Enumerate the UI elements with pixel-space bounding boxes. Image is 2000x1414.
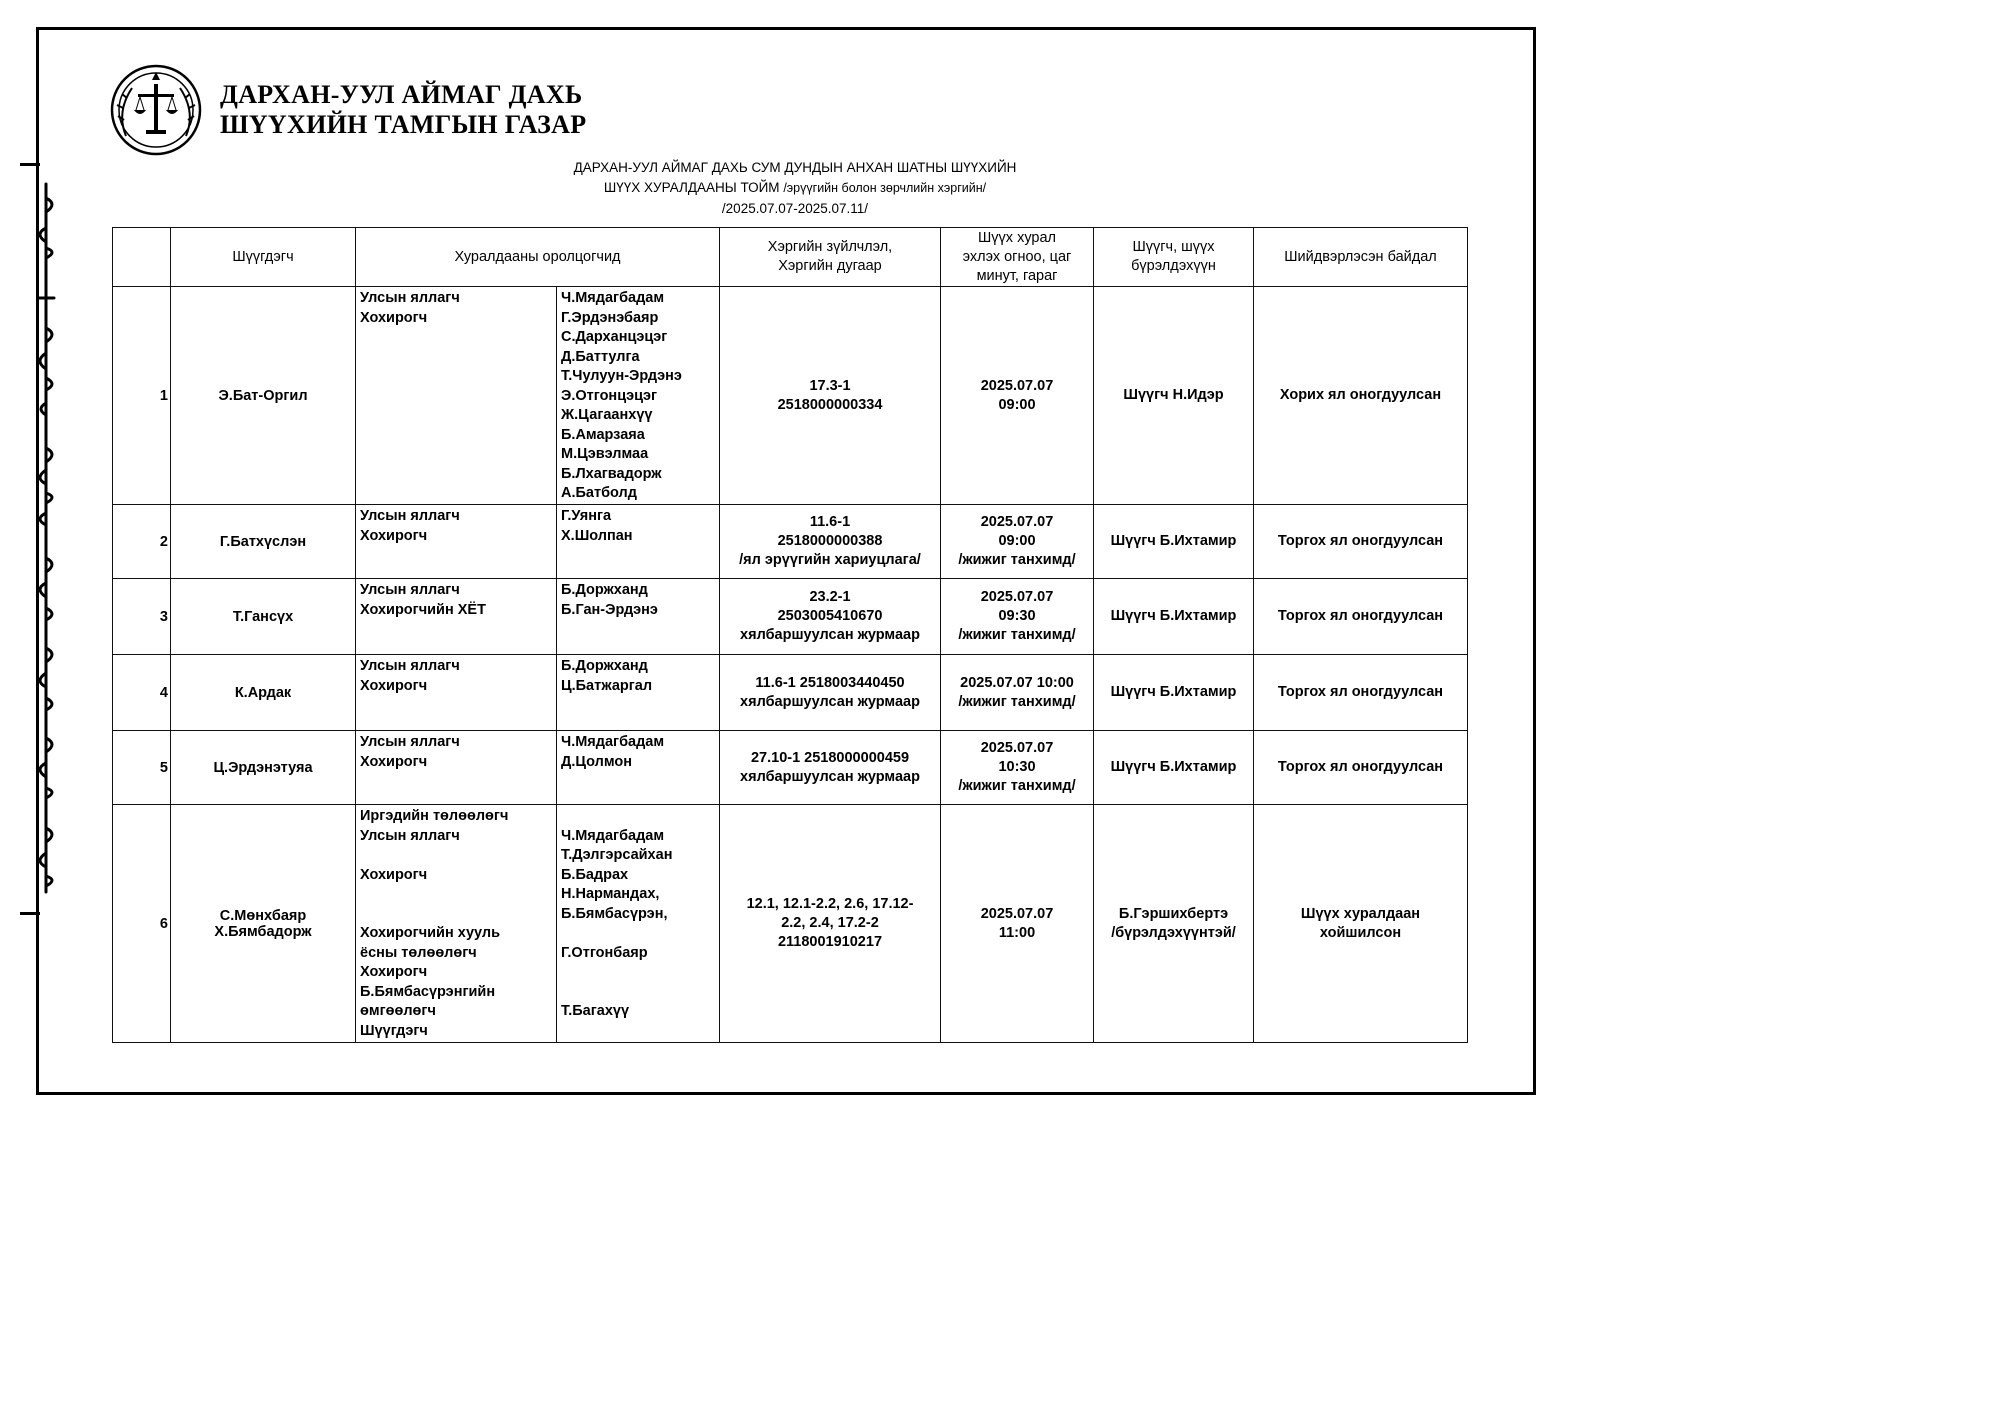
participant-roles-cell-line: Улсын яллагч [360,582,460,598]
row-number: 3 [113,579,171,655]
row-number: 4 [113,655,171,731]
case-cell [720,805,941,1043]
header-participants: Хуралдааны оролцогчид [356,228,720,287]
judge-cell-line: /бүрэлдэхүүнтэй/ [1111,924,1236,941]
participant-names-cell-line: Д.Баттулга [561,348,640,365]
participant-roles-cell-line [360,846,552,866]
participant-roles-cell-line: Иргэдийн төлөөлөгч [360,808,509,824]
case-cell-line: 27.10-1 2518000000459 [750,749,910,766]
decision-cell [1254,805,1468,1043]
judge-cell-line: Шүүгч Б.Ихтамир [1110,608,1237,624]
participant-roles-cell-line: өмгөөлөгч [360,1003,436,1019]
hearing-time-cell-line: 2025.07.07 [980,740,1054,756]
participant-roles-cell-line: Улсын яллагч [360,658,460,674]
case-cell [720,505,941,579]
case-cell-line: 23.2-1 [809,589,851,605]
header-case [720,228,941,287]
document-title-line1: ДАРХАН-УУЛ АЙМАГ ДАХЬ СУМ ДУНДЫН АНХАН ШАТНЫ ШҮҮХИЙН [573,160,1017,175]
header-case-line1: Хэргийн зүйлчлэл, [767,239,893,255]
decision-cell-line: Торгох ял оногдуулсан [1277,684,1444,700]
decision-cell [1254,287,1468,505]
hearing-time-cell [941,579,1094,655]
edge-mark [20,912,40,915]
case-cell [720,579,941,655]
hearing-time-cell [941,655,1094,731]
case-cell-line: хялбаршуулсан журмаар [740,693,920,710]
judge-cell-line: Б.Гэршихбертэ [1118,905,1229,922]
participant-roles-cell-line: Улсын яллагч [360,508,460,524]
defendant-cell [171,731,356,805]
case-cell [720,287,941,505]
judge-cell [1094,731,1254,805]
participant-roles-cell-line [360,885,552,905]
participant-names-cell-line: Ц.Батжаргал [561,677,653,694]
hearing-time-cell-line: 09:30 [998,608,1036,624]
judge-cell [1094,655,1254,731]
case-cell-line: 2118001910217 [777,934,883,950]
participant-roles-cell [356,579,557,655]
hearing-time-cell-line: 2025.07.07 [980,514,1054,530]
hearing-time-cell [941,731,1094,805]
participant-names-cell [557,579,720,655]
table-row [113,731,1468,805]
participant-names-cell-line: Б.Бямбасүрэн, [561,905,668,922]
judge-cell [1094,505,1254,579]
decision-cell-line: Торгох ял оногдуулсан [1277,533,1444,549]
header-decision: Шийдвэрлэсэн байдал [1254,228,1468,287]
header-defendant: Шүүгдэгч [171,228,356,287]
row-number: 6 [113,805,171,1043]
participant-roles-cell-line: ёсны төлөөлөгч [360,944,477,961]
hearing-time-cell-line: /жижиг танхимд/ [958,627,1076,643]
header-judge [1094,228,1254,287]
participant-names-cell [557,655,720,731]
participant-names-cell-line: Г.Отгонбаяр [561,944,648,961]
table-row [113,505,1468,579]
case-cell-line: 17.3-1 [809,377,851,394]
participant-roles-cell-line: Хохирогчийн ХЁТ [360,601,486,618]
decision-cell [1254,505,1468,579]
participant-names-cell [557,287,720,505]
participant-roles-cell [356,287,557,505]
document-title-line2 [430,178,1160,198]
participant-roles-cell-line: Хохирогч [360,309,428,326]
table-row [113,579,1468,655]
participant-names-cell-line: Б.Амарзаяа [561,426,645,443]
hearing-time-cell-line: 10:30 [998,759,1036,775]
document-title-main: ШҮҮХ ХУРАЛДААНЫ ТОЙМ [603,180,780,195]
edge-mark [20,163,40,166]
participant-names-cell-line: Э.Отгонцэцэг [561,387,658,404]
header-time [941,228,1094,287]
participant-names-cell-line: Д.Цолмон [561,753,632,770]
participant-roles-cell [356,805,557,1043]
defendant-cell-line: Ц.Эрдэнэтуяа [213,759,313,776]
participant-roles-cell-line: Шүүгдэгч [360,1022,428,1039]
decision-cell [1254,579,1468,655]
defendant-cell [171,579,356,655]
case-cell-line: 2518000000334 [777,396,883,413]
hearing-time-cell [941,505,1094,579]
participant-roles-cell-line: Улсын яллагч [360,734,460,750]
case-cell-line: хялбаршуулсан журмаар [740,627,920,643]
participant-names-cell-line [561,963,715,983]
defendant-cell [171,505,356,579]
header-time-line3: минут, гараг [976,267,1058,284]
participant-names-cell-line: Ч.Мядагбадам [561,734,665,750]
table-row [113,655,1468,731]
participant-names-cell-line: Б.Лхагвадорж [561,465,662,482]
judge-cell-line: Шүүгч Б.Ихтамир [1110,759,1237,775]
participant-roles-cell-line: Улсын яллагч [360,290,460,306]
court-emblem-logo [108,58,204,158]
participant-names-cell-line: Б.Доржханд [561,658,648,674]
hearing-time-cell-line: /жижиг танхимд/ [958,552,1076,568]
defendant-cell-line: Э.Бат-Оргил [218,387,308,404]
hearing-time-cell-line: 09:00 [998,396,1036,413]
case-cell [720,731,941,805]
participant-roles-cell [356,655,557,731]
participant-roles-cell-line: Улсын яллагч [360,827,460,844]
participant-roles-cell-line: Хохирогчийн хууль [360,925,501,941]
participant-roles-cell-line: Хохирогч [360,964,428,980]
judge-cell [1094,805,1254,1043]
hearing-schedule-table [112,227,1468,1043]
participant-names-cell [557,505,720,579]
participant-roles-cell-line: Хохирогч [360,866,428,883]
participant-names-cell-line: М.Цэвэлмаа [561,446,649,462]
header-judge-line1: Шүүгч, шүүх [1132,239,1215,255]
participant-names-cell-line: Т.Багахүү [561,1003,630,1019]
participant-names-cell-line: С.Дарханцэцэг [561,329,668,345]
row-number: 1 [113,287,171,505]
case-cell-line: 2503005410670 [777,608,883,624]
organization-title-line1: ДАРХАН-УУЛ АЙМАГ ДАХЬ [220,80,583,109]
participant-roles-cell-line: Б.Бямбасүрэнгийн [360,983,496,1000]
organization-title [220,80,586,140]
decision-cell-line: хойшилсон [1319,924,1402,941]
participant-names-cell-line: Ч.Мядагбадам [561,290,665,306]
defendant-cell-line: Х.Бямбадорж [214,923,312,940]
header-time-line2: эхлэх огноо, цаг [962,248,1072,265]
judge-cell-line: Шүүгч Б.Ихтамир [1110,684,1237,700]
judge-cell [1094,287,1254,505]
hearing-time-cell [941,287,1094,505]
case-cell-line: 11.6-1 2518003440450 [755,674,905,691]
judge-cell-line: Шүүгч Б.Ихтамир [1110,533,1237,549]
case-cell-line: 2518000000388 [777,533,883,549]
defendant-cell [171,655,356,731]
participant-names-cell-line [561,807,715,827]
table-row [113,287,1468,505]
participant-names-cell-line: Н.Нармандах, [561,886,660,902]
defendant-cell-line: С.Мөнхбаяр [219,907,307,924]
participant-roles-cell-line [360,905,552,925]
participant-names-cell-line: Г.Уянга [561,508,612,524]
hearing-time-cell-line: 2025.07.07 10:00 [960,674,1074,691]
defendant-cell-line: К.Ардак [234,684,292,701]
participant-names-cell-line [561,983,715,1003]
hearing-time-cell [941,805,1094,1043]
table-header-row [113,228,1468,287]
participant-names-cell-line: Т.Дэлгэрсайхан [561,847,673,863]
hearing-time-cell-line: 11:00 [998,924,1036,941]
decision-cell-line: Торгох ял оногдуулсан [1277,759,1444,775]
participant-names-cell-line: Б.Ган-Эрдэнэ [561,601,658,618]
participant-names-cell [557,731,720,805]
decision-cell-line: Хорих ял оногдуулсан [1279,387,1442,403]
decision-cell [1254,655,1468,731]
header-time-line1: Шүүх хурал [978,229,1056,246]
judge-cell-line: Шүүгч Н.Идэр [1123,387,1224,403]
case-cell-line: 12.1, 12.1-2.2, 2.6, 17.12- [746,896,914,912]
hearing-time-cell-line: 09:00 [998,533,1036,549]
participant-roles-cell-line: Хохирогч [360,677,428,694]
document-title-note: /эрүүгийн болон зөрчлийн хэргийн/ [783,181,987,195]
judge-cell [1094,579,1254,655]
row-number: 2 [113,505,171,579]
participant-roles-cell [356,731,557,805]
header-number [113,228,171,287]
defendant-cell [171,287,356,505]
case-cell-line: /ял эрүүгийн хариуцлага/ [739,552,921,568]
participant-roles-cell-line: Хохирогч [360,753,428,770]
participant-names-cell [557,805,720,1043]
case-cell-line: 2.2, 2.4, 17.2-2 [781,915,879,931]
hearing-time-cell-line: /жижиг танхимд/ [958,693,1076,710]
participant-names-cell-line: Ч.Мядагбадам [561,827,665,844]
participant-roles-cell [356,505,557,579]
participant-names-cell-line: Ж.Цагаанхүү [561,407,653,423]
participant-names-cell-line [561,924,715,944]
table-row [113,805,1468,1043]
hearing-time-cell-line: 2025.07.07 [980,589,1054,605]
participant-names-cell-line: Т.Чулуун-Эрдэнэ [561,368,682,384]
participant-names-cell-line: А.Батболд [561,485,637,501]
case-cell-line: 11.6-1 [809,514,851,530]
hearing-time-cell-line: 2025.07.07 [980,905,1054,922]
case-cell [720,655,941,731]
decision-cell-line: Торгох ял оногдуулсан [1277,608,1444,624]
participant-roles-cell-line: Хохирогч [360,527,428,544]
document-period: /2025.07.07-2025.07.11/ [721,201,869,216]
participant-names-cell-line: Г.Эрдэнэбаяр [561,309,659,326]
hearing-time-cell-line: 2025.07.07 [980,377,1054,394]
participant-names-cell-line: Х.Шолпан [561,527,633,544]
defendant-cell-line: Г.Батхүслэн [219,533,307,550]
header-case-line2: Хэргийн дугаар [778,258,882,274]
row-number: 5 [113,731,171,805]
defendant-cell [171,805,356,1043]
hearing-time-cell-line: /жижиг танхимд/ [958,778,1076,794]
decision-cell [1254,731,1468,805]
organization-title-line2: ШҮҮХИЙН ТАМГЫН ГАЗАР [220,110,587,139]
participant-names-cell-line: Б.Доржханд [561,582,648,598]
decision-cell-line: Шүүх хуралдаан [1300,905,1421,922]
case-cell-line: хялбаршуулсан журмаар [740,768,920,785]
mongolian-script-text [28,178,64,898]
defendant-cell-line: Т.Гансүх [232,608,294,625]
header-judge-line2: бүрэлдэхүүн [1131,258,1216,274]
participant-names-cell-line: Б.Бадрах [561,866,629,883]
